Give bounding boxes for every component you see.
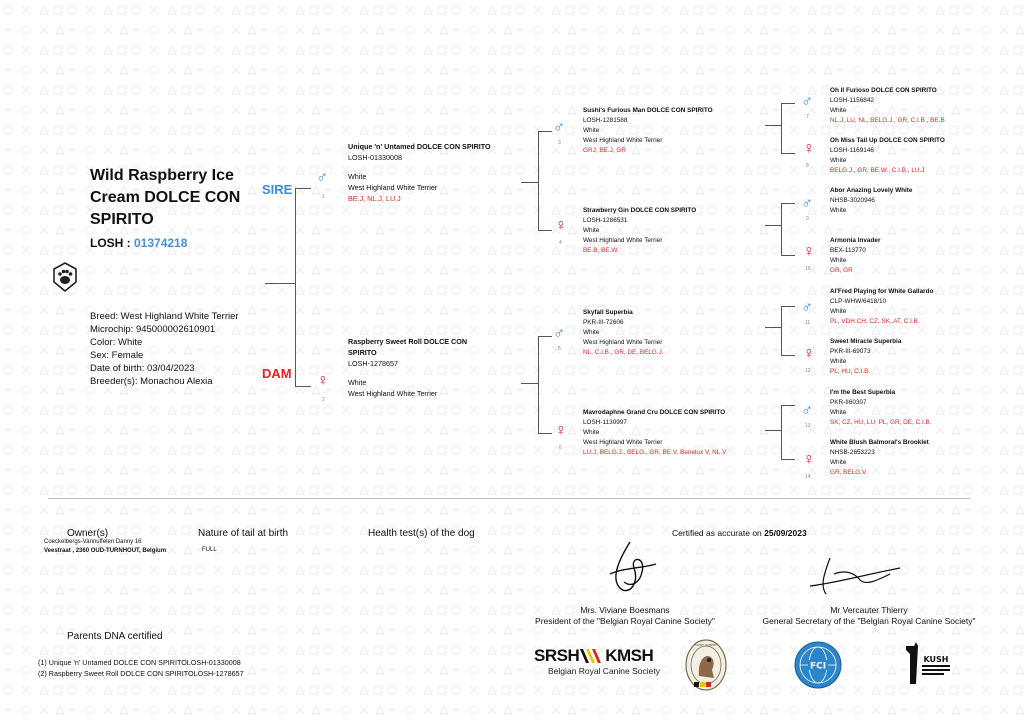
- owner-line-1: Coeckelbergs-Vannuffelen Danny 16: [44, 539, 142, 545]
- saint-hubert-seal: [684, 638, 728, 692]
- fci-text: FCI: [809, 661, 827, 672]
- great-grand-sire-entry: [830, 287, 1015, 327]
- dog-registration: LOSH-1286531: [583, 217, 628, 224]
- dog-name: Strawberry Gin DOLCE CON SPIRITO: [583, 207, 697, 214]
- tail-value: FULL: [202, 547, 217, 553]
- dog-color: White: [830, 409, 847, 416]
- dog-titles: BE.B, BE.W.: [583, 247, 619, 254]
- dog-breed: West Highland White Terrier: [583, 237, 663, 244]
- male-icon: ♂: [801, 299, 813, 316]
- dog-name: Al'Fred Playing for White Gallardo: [830, 288, 934, 295]
- dog-registration: PKR-II60307: [830, 399, 867, 406]
- kush-text: KUSH: [923, 655, 949, 664]
- female-icon: ♀: [317, 372, 329, 389]
- sire-entry: [348, 141, 518, 204]
- dog-color: White: [348, 378, 367, 387]
- great-grand-dam-entry: [830, 337, 1010, 377]
- dog-name: White Blush Balmoral's Brooklet: [830, 439, 929, 446]
- dog-color: White: [830, 107, 847, 114]
- pedigree-number: 3: [558, 140, 561, 146]
- breeder-label: Breeder(s):: [90, 376, 138, 387]
- dog-name: Oh Miss Tail Up DOLCE CON SPIRITO: [830, 137, 945, 144]
- male-icon: ♂: [801, 402, 813, 419]
- dog-color: White: [583, 127, 600, 134]
- pedigree-number: 5: [558, 346, 561, 352]
- female-icon: ♀: [803, 140, 815, 157]
- certified-text: Certified as accurate on: [672, 528, 765, 538]
- dog-color: White: [830, 459, 847, 466]
- secretary-name: Mr Vercauter Thierry: [830, 605, 908, 615]
- dog-registration: LOSH-1156842: [830, 97, 874, 104]
- dam-label: DAM: [262, 366, 292, 381]
- grand-sire-entry: [583, 106, 768, 156]
- dog-name: Armonia Invader: [830, 237, 881, 244]
- pedigree-number: 1: [322, 194, 325, 200]
- dog-color: White: [583, 329, 600, 336]
- pedigree-number: 12: [805, 368, 811, 374]
- sire-label: SIRE: [262, 182, 293, 197]
- sex-label: Sex:: [90, 350, 110, 361]
- color-label: Color:: [90, 337, 116, 348]
- pedigree-number: 8: [806, 163, 809, 169]
- male-icon: ♂: [801, 93, 813, 110]
- tail-label: Nature of tail at birth: [198, 528, 289, 539]
- dog-titles: LU.J, BELG.J., BELG., GR, BE.V, Benelux V, NL.V: [583, 449, 727, 456]
- srsh-kmsh-logo: [534, 646, 674, 676]
- dog-breed: West Highland White Terrier: [583, 439, 663, 446]
- great-grand-sire-entry: [830, 388, 1015, 428]
- dog-name: Abor Anazing Lovely White: [830, 187, 913, 194]
- dog-breed: West Highland White Terrier: [583, 137, 663, 144]
- dog-registration: PKR-III-69073: [830, 348, 871, 355]
- pedigree-number: 11: [805, 320, 811, 326]
- dna-list: [38, 657, 244, 679]
- pedigree-number: 4: [559, 240, 562, 246]
- dog-name: Mavrodaphne Grand Cru DOLCE CON SPIRITO: [583, 409, 726, 416]
- secretary-title: General Secretary of the "Belgian Royal Canine Society": [762, 616, 976, 626]
- breed-label: Breed:: [90, 311, 118, 322]
- dob-label: Date of birth:: [90, 363, 145, 374]
- great-grand-sire-entry: [830, 186, 1010, 216]
- dob-value: 03/04/2023: [147, 363, 195, 374]
- dog-breed: West Highland White Terrier: [583, 339, 663, 346]
- grand-sire-entry: [583, 308, 768, 358]
- dam-entry: [348, 336, 493, 399]
- dog-name: Raspberry Sweet Roll DOLCE CON SPIRITO: [348, 337, 468, 357]
- dog-name: Sushi's Furious Man DOLCE CON SPIRITO: [583, 107, 713, 114]
- dog-name: Wild Raspberry Ice Cream DOLCE CON SPIRITO: [90, 167, 241, 228]
- dog-name: Unique 'n' Untamed DOLCE CON SPIRITO: [348, 142, 491, 151]
- dog-titles: GR, GR: [830, 267, 853, 274]
- dog-registration: BEX-113770: [830, 247, 866, 254]
- srsh-text: SRSH: [534, 646, 580, 665]
- female-icon: ♀: [803, 345, 815, 362]
- fci-logo: [793, 640, 843, 690]
- pedigree-number: 9: [806, 216, 809, 222]
- dna-label: Parents DNA certified: [67, 631, 163, 642]
- female-icon: ♀: [555, 217, 567, 234]
- president-title: President of the "Belgian Royal Canine Society": [535, 616, 715, 626]
- dog-titles: BELG.J., GR, BE.W., C.I.B., LU.J: [830, 167, 925, 174]
- certified-date: 25/09/2023: [764, 528, 807, 538]
- female-icon: ♀: [803, 243, 815, 260]
- dog-registration: NHSB-2653223: [830, 449, 875, 456]
- dog-name: Sweet Miracle Superbia: [830, 338, 902, 345]
- footer-divider: [48, 498, 970, 499]
- owner-label: Owner(s): [67, 528, 109, 539]
- dog-color: White: [830, 308, 847, 315]
- secretary-block: [738, 605, 1000, 627]
- dog-details: [90, 310, 270, 388]
- pedigree-number: 6: [559, 445, 562, 451]
- pedigree-number: 10: [805, 266, 811, 272]
- great-grand-dam-entry: [830, 236, 1010, 276]
- dog-registration: LOSH-1169146: [830, 147, 874, 154]
- dog-registration: LOSH-1278657: [348, 359, 398, 368]
- president-block: [520, 605, 730, 627]
- dog-color: White: [830, 358, 847, 365]
- pedigree-number: 13: [805, 423, 811, 429]
- certified-line: [672, 528, 807, 538]
- grand-dam-entry: [583, 206, 768, 256]
- losh-number: 01374218: [134, 236, 188, 250]
- pedigree-number: 2: [322, 397, 325, 403]
- dog-breed: West Highland White Terrier: [348, 183, 438, 192]
- dog-registration: CLP-WHW/6418/10: [830, 298, 887, 305]
- secretary-signature: [800, 550, 910, 600]
- great-grand-dam-entry: [830, 136, 1010, 176]
- losh-label: LOSH :: [90, 236, 134, 250]
- dog-titles: NL.J, LU, NL, BELG.J., GR, C.I.B., BE.B: [830, 117, 945, 124]
- male-icon: ♂: [553, 325, 565, 342]
- dog-name: I'm the Best Superbia: [830, 389, 896, 396]
- dog-titles: PL, VDH.CH, CZ, SK, AT, C.I.B.: [830, 318, 920, 325]
- pedigree-number: 7: [806, 114, 809, 120]
- dog-registration: LOSH-1281588: [583, 117, 628, 124]
- dog-color: White: [830, 157, 847, 164]
- color-value: White: [117, 337, 143, 348]
- health-label: Health test(s) of the dog: [368, 528, 475, 539]
- grand-dam-entry: [583, 408, 778, 458]
- dog-registration: LOSH-01330008: [348, 153, 402, 162]
- paw-icon: [52, 262, 78, 292]
- dog-color: White: [583, 227, 600, 234]
- dog-name: Skyfall Superbia: [583, 309, 633, 316]
- srsh-subtitle: Belgian Royal Canine Society: [548, 666, 660, 676]
- dog-titles: NL, C.I.B., GR, DE, BELG.J.: [583, 349, 664, 356]
- sex-value: Female: [111, 350, 144, 361]
- male-icon: ♂: [316, 169, 328, 186]
- dna-item: (2) Raspberry Sweet Roll DOLCE CON SPIRITOLOSH-1278657: [38, 669, 244, 678]
- dog-name: Oh Il Furioso DOLCE CON SPIRITO: [830, 87, 937, 94]
- dog-titles: SK, CZ, HU, LU, PL, GR, DE, C.I.B.: [830, 419, 932, 426]
- owner-line-2: Veestraat , 2360 OUD-TURNHOUT, Belgium: [44, 548, 167, 554]
- breed-value: West Highland White Terrier: [120, 311, 239, 322]
- dog-titles: GR, BELG.V.: [830, 469, 868, 476]
- president-name: Mrs. Viviane Boesmans: [580, 605, 670, 615]
- female-icon: ♀: [555, 422, 567, 439]
- female-icon: ♀: [803, 451, 815, 468]
- dog-registration: NHSB-3020946: [830, 197, 875, 204]
- dog-titles: BE.J, NL.J, LU.J: [348, 194, 401, 203]
- dog-color: White: [583, 429, 600, 436]
- dog-titles: GRJ, BE.J, GR: [583, 147, 626, 154]
- great-grand-sire-entry: [830, 86, 1010, 126]
- dog-breed: West Highland White Terrier: [348, 389, 438, 398]
- breeder-value: Monachou Alexia: [140, 376, 213, 387]
- dog-color: White: [830, 257, 847, 264]
- seal-text: SAINT HUBERT: [694, 643, 718, 647]
- dog-color: White: [830, 207, 847, 214]
- dog-registration: LOSH-1130997: [583, 419, 627, 426]
- dog-titles: PL, HU, C.I.B.: [830, 368, 871, 375]
- pedigree-number: 14: [805, 474, 811, 480]
- belgian-flag-chevron-icon: [579, 647, 605, 665]
- losh-registration: [90, 236, 187, 250]
- dog-registration: PKR-III-72606: [583, 319, 624, 326]
- great-grand-dam-entry: [830, 438, 1010, 478]
- microchip-value: 945000002610901: [135, 324, 216, 335]
- kush-logo: [900, 640, 954, 690]
- dog-color: White: [348, 172, 367, 181]
- male-icon: ♂: [801, 195, 813, 212]
- kmsh-text: KMSH: [605, 646, 654, 665]
- dna-item: (1) Unique 'n' Untamed DOLCE CON SPIRITOLOSH-01330008: [38, 658, 241, 667]
- president-signature: [590, 538, 670, 598]
- male-icon: ♂: [553, 119, 565, 136]
- microchip-label: Microchip:: [90, 324, 134, 335]
